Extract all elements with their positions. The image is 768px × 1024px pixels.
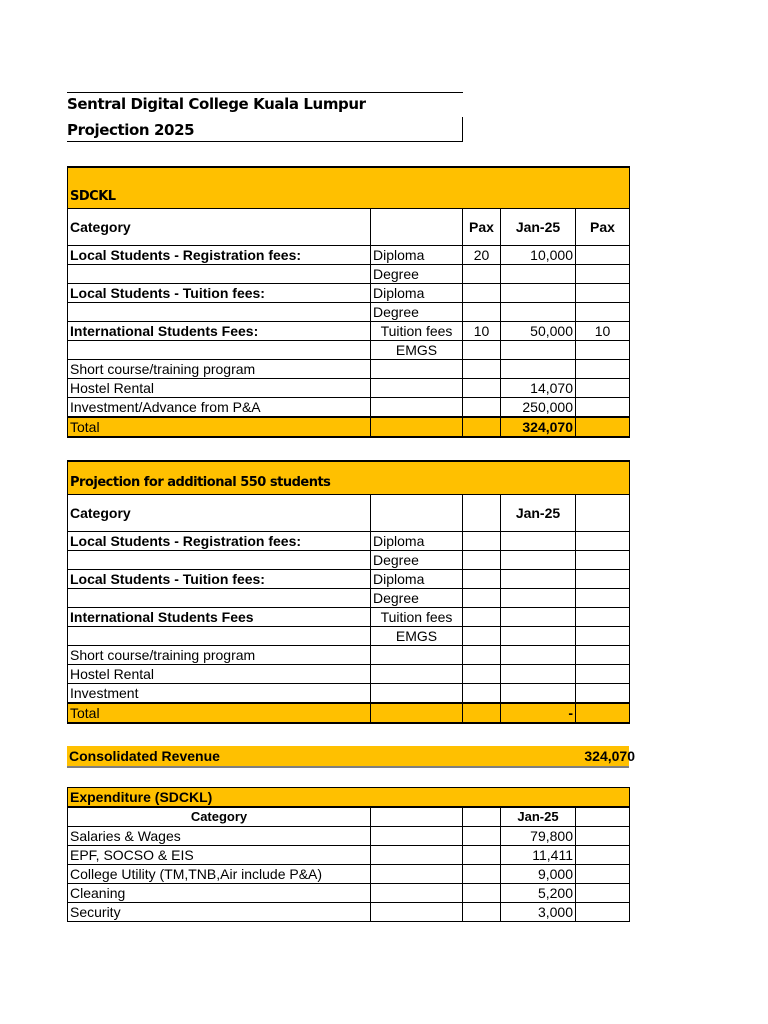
row-sub: Diploma [371, 284, 463, 303]
row-value [501, 551, 576, 570]
row-label: Cleaning [68, 884, 371, 903]
table-row [68, 827, 630, 846]
row-value [501, 341, 576, 360]
row-sub: Diploma [371, 570, 463, 589]
row-pax [463, 551, 501, 570]
title-border [462, 117, 463, 142]
row-pax [463, 398, 501, 418]
table-row [68, 570, 630, 589]
table-row [68, 608, 630, 627]
row-sub: EMGS [371, 627, 463, 646]
row-pax [463, 665, 501, 684]
row-label: Local Students - Registration fees: [68, 532, 371, 551]
row-pax2 [576, 398, 630, 418]
row-pax: 10 [463, 322, 501, 341]
table-row [68, 646, 630, 665]
row-label [68, 627, 371, 646]
row-sub [371, 665, 463, 684]
row-label [68, 551, 371, 570]
table-row [68, 846, 630, 865]
row-pax2 [576, 532, 630, 551]
expenditure-header-row [68, 807, 630, 827]
row-label: Local Students - Tuition fees: [68, 570, 371, 589]
row-pax2: 10 [576, 322, 630, 341]
row-pax2 [576, 627, 630, 646]
row-pax [463, 341, 501, 360]
row-value [501, 360, 576, 379]
month-header: Jan-25 [501, 209, 576, 246]
row-pax2 [576, 341, 630, 360]
total-value: 324,070 [501, 417, 576, 437]
category-header: Category [68, 209, 371, 246]
row-sub [371, 684, 463, 704]
additional-header-row [68, 495, 630, 532]
table-row [68, 322, 630, 341]
row-value: 50,000 [501, 322, 576, 341]
row-label: College Utility (TM,TNB,Air include P&A) [68, 865, 371, 884]
row-sub: Degree [371, 589, 463, 608]
row-label [68, 265, 371, 284]
table-row [68, 398, 630, 418]
category-header: Category [68, 495, 371, 532]
sub-header [371, 209, 463, 246]
row-pax2 [576, 551, 630, 570]
row-pax2 [576, 265, 630, 284]
row-label: Salaries & Wages [68, 827, 371, 846]
row-pax [463, 284, 501, 303]
sdckl-band-row [68, 167, 630, 209]
row-pax2 [576, 608, 630, 627]
table-row [68, 265, 630, 284]
table-row [68, 684, 630, 704]
row-value [501, 589, 576, 608]
row-sub [371, 398, 463, 418]
additional-table [67, 460, 630, 724]
additional-total-row [68, 703, 630, 723]
row-value [501, 303, 576, 322]
table-row [68, 303, 630, 322]
row-label: Short course/training program [68, 360, 371, 379]
row-sub: Degree [371, 265, 463, 284]
row-pax2 [576, 246, 630, 265]
row-label: EPF, SOCSO & EIS [68, 846, 371, 865]
sdckl-table [67, 166, 630, 438]
row-label: Short course/training program [68, 646, 371, 665]
row-value [501, 627, 576, 646]
total-value: - [501, 703, 576, 723]
row-pax2 [576, 646, 630, 665]
category-header: Category [68, 807, 371, 827]
table-row [68, 532, 630, 551]
row-sub: Degree [371, 303, 463, 322]
college-name: Sentral Digital College Kuala Lumpur [67, 95, 366, 113]
row-pax2 [576, 665, 630, 684]
row-value: 9,000 [501, 865, 576, 884]
expenditure-band-row [68, 788, 630, 808]
row-pax [463, 684, 501, 704]
row-pax [463, 627, 501, 646]
row-pax2 [576, 589, 630, 608]
row-sub: Tuition fees [371, 608, 463, 627]
row-value [501, 608, 576, 627]
table-row [68, 551, 630, 570]
expenditure-band: Expenditure (SDCKL) [68, 788, 630, 808]
row-label: Hostel Rental [68, 665, 371, 684]
row-sub: Tuition fees [371, 322, 463, 341]
row-label: International Students Fees [68, 608, 371, 627]
consolidated-revenue-row [67, 746, 635, 768]
row-value [501, 684, 576, 704]
table-row [68, 589, 630, 608]
row-pax [463, 360, 501, 379]
row-pax2 [576, 360, 630, 379]
table-row [68, 379, 630, 398]
row-pax [463, 589, 501, 608]
sdckl-header-row [68, 209, 630, 246]
month-header: Jan-25 [501, 495, 576, 532]
row-value [501, 532, 576, 551]
row-label: International Students Fees: [68, 322, 371, 341]
row-pax2 [576, 379, 630, 398]
row-value: 250,000 [501, 398, 576, 418]
row-value [501, 284, 576, 303]
total-label: Total [68, 703, 371, 723]
pax2-header: Pax [576, 209, 630, 246]
row-value: 14,070 [501, 379, 576, 398]
row-label [68, 303, 371, 322]
row-pax [463, 265, 501, 284]
row-sub: Diploma [371, 246, 463, 265]
row-value: 3,000 [501, 903, 576, 922]
row-label: Investment/Advance from P&A [68, 398, 371, 418]
table-row [68, 665, 630, 684]
consolidated-label: Consolidated Revenue [69, 748, 220, 764]
table-row [68, 903, 630, 922]
row-value: 5,200 [501, 884, 576, 903]
table-row [68, 884, 630, 903]
row-sub: Degree [371, 551, 463, 570]
projection-title: Projection 2025 [67, 121, 195, 139]
sdckl-total-row [68, 417, 630, 437]
row-pax2 [576, 570, 630, 589]
row-pax [463, 608, 501, 627]
table-row [68, 284, 630, 303]
row-sub: Diploma [371, 532, 463, 551]
row-value [501, 570, 576, 589]
row-pax [463, 570, 501, 589]
table-row [68, 341, 630, 360]
row-label: Hostel Rental [68, 379, 371, 398]
row-label: Local Students - Tuition fees: [68, 284, 371, 303]
additional-band-row [68, 461, 630, 495]
row-sub [371, 379, 463, 398]
row-pax2 [576, 284, 630, 303]
pax-header: Pax [463, 209, 501, 246]
row-sub [371, 360, 463, 379]
row-label [68, 589, 371, 608]
expenditure-table [67, 787, 630, 922]
row-pax [463, 379, 501, 398]
row-value: 10,000 [501, 246, 576, 265]
row-pax [463, 646, 501, 665]
row-label: Investment [68, 684, 371, 704]
month-header: Jan-25 [501, 807, 576, 827]
row-sub: EMGS [371, 341, 463, 360]
row-pax: 20 [463, 246, 501, 265]
row-value: 11,411 [501, 846, 576, 865]
row-pax [463, 532, 501, 551]
row-label [68, 341, 371, 360]
row-pax [463, 303, 501, 322]
row-value [501, 646, 576, 665]
additional-band: Projection for additional 550 students [68, 461, 630, 495]
total-label: Total [68, 417, 371, 437]
row-label: Security [68, 903, 371, 922]
table-row [68, 627, 630, 646]
row-pax2 [576, 684, 630, 704]
consolidated-value: 324,070 [584, 748, 635, 764]
title-border [67, 141, 463, 142]
row-value [501, 665, 576, 684]
row-value: 79,800 [501, 827, 576, 846]
table-row [68, 865, 630, 884]
table-row [68, 246, 630, 265]
row-label: Local Students - Registration fees: [68, 246, 371, 265]
row-value [501, 265, 576, 284]
row-pax2 [576, 303, 630, 322]
row-sub [371, 646, 463, 665]
table-row [68, 360, 630, 379]
sdckl-band: SDCKL [68, 167, 630, 209]
